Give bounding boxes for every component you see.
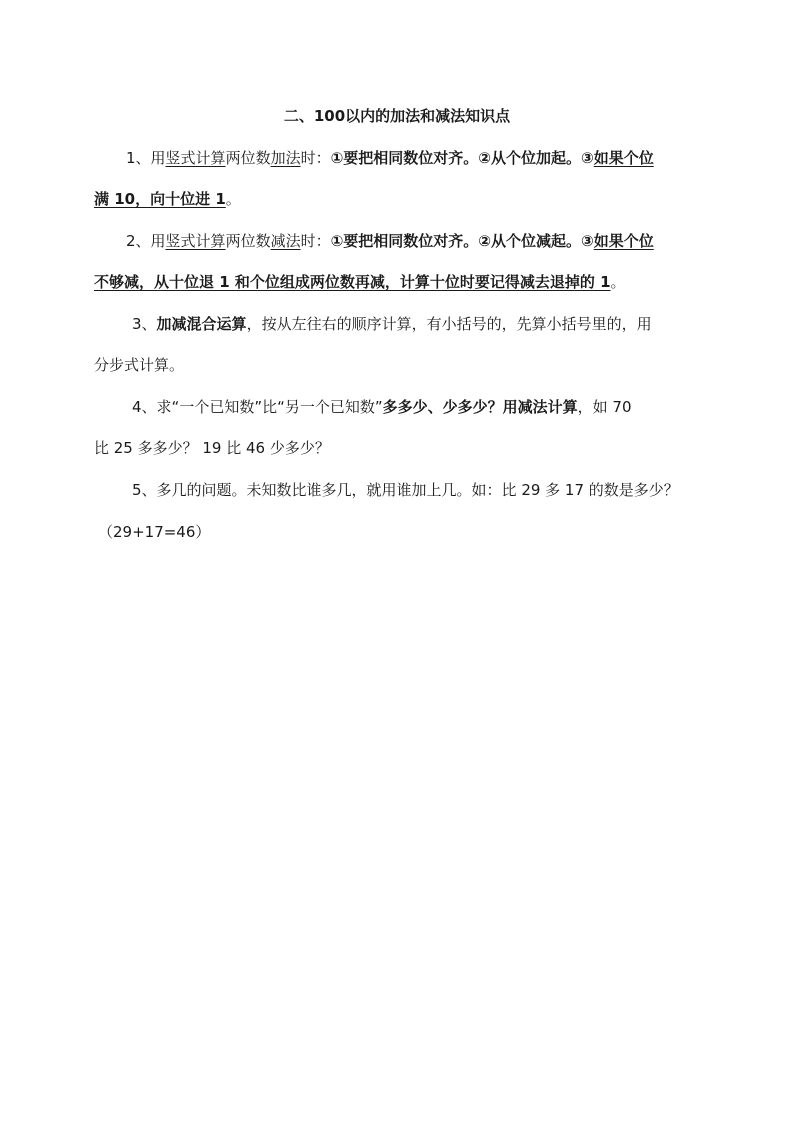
knowledge-point-5 [94,470,704,511]
page-title: 二、100以内的加法和减法知识点 [283,107,511,125]
kp2-method: 竖式计算 [165,232,226,250]
kp1-method: 竖式计算 [165,149,226,167]
kp2-rule-b-part2: 不够减，从十位退 1 和个位组成两位数再减，计算十位时要记得减去退掉的 1 [94,273,611,291]
kp3-number: 3、 [132,315,157,333]
kp2-line1 [94,221,704,262]
kp1-rule-b-part2: 满 10，向十位进 1 [94,190,226,208]
kp1-rule-b-part1: 如果个位 [593,149,654,167]
kp2-rule-a: ①要把相同数位对齐。②从个位减起。③ [330,232,594,250]
kp3-line1 [94,304,704,345]
kp4-bold: 多多少、少多少？用减法计算 [382,398,578,416]
kp1-mid: 两位数 [225,149,271,167]
kp1-colon: 时： [300,149,331,167]
kp4-text-1: ，如 70 [577,398,632,416]
kp1-end: 。 [225,190,241,208]
kp2-number: 2、用 [126,232,166,250]
kp4-line1 [94,387,704,428]
kp3-line2 [94,345,704,386]
knowledge-point-2 [94,221,704,303]
kp1-line2 [94,179,704,220]
knowledge-point-4 [94,387,704,469]
kp2-operation: 减法 [270,232,301,250]
kp2-mid: 两位数 [225,232,271,250]
kp2-line2 [94,262,704,303]
kp2-rule-b-part1: 如果个位 [593,232,654,250]
kp4-number: 4、求“一个已知数”比“另一个已知数” [132,398,383,416]
knowledge-point-1 [94,138,704,220]
kp3-text-1: ，按从左往右的顺序计算，有小括号的，先算小括号里的，用 [246,315,652,333]
kp5-text-1: 5、多几的问题。未知数比谁多几，就用谁加上几。如：比 29 多 17 的数是多少？ [132,481,679,499]
kp2-end: 。 [610,273,626,291]
kp3-bold: 加减混合运算 [156,315,247,333]
knowledge-point-3 [94,304,704,386]
kp4-text-2: 比 25 多多少？ 19 比 46 少多少？ [94,439,330,457]
kp1-line1 [94,138,704,179]
kp5-line1 [94,470,704,511]
kp1-operation: 加法 [270,149,301,167]
kp1-number: 1、用 [126,149,166,167]
kp5-line2: （29+17=46） [98,523,211,541]
kp3-text-2: 分步式计算。 [94,356,185,374]
kp4-line2 [94,428,704,469]
kp2-colon: 时： [300,232,331,250]
kp1-rule-a: ①要把相同数位对齐。②从个位加起。③ [330,149,594,167]
